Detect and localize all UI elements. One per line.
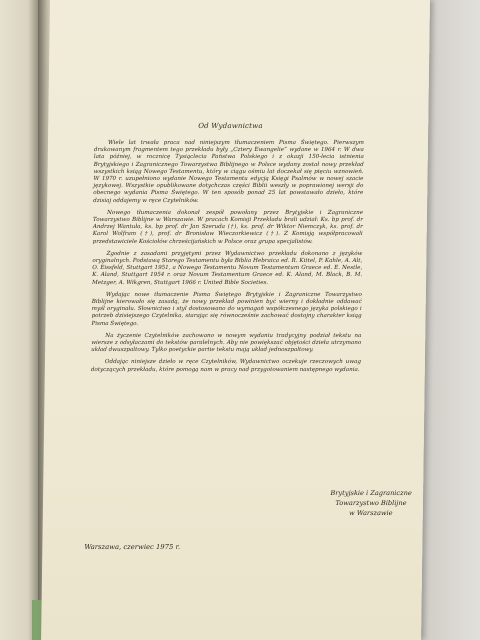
preface-text	[91, 140, 364, 379]
paragraph: Zgodnie z zasadami przyjętymi przez Wydawnictwo przekładu dokonano z języków oryginalnych. Podstawą Starego Testamentu była Biblia Hebraica ed. R. Kittel, P. Kahle, A. Alt, O. Eissfeld, Stuttgart 1951, a Nowego Testamentu Novum Testamentum Graece ed. E. Nestle, K. Aland, Stuttgart 1954 r. oraz Novum Testamentum Graece ed. K. Aland, M. Black, B. M. Metzger, A. Wikgren, Stuttgart 1966 r. United Bible Societies.	[92, 250, 363, 286]
publisher-signature	[311, 488, 431, 518]
paragraph: Wiele lat trwała praca nad niniejszym tłumaczeniem Pisma Świętego. Pierwszym drukowanym fragmentem tego przekładu były „Cztery Ewangelie” wydane w 1964 r. W dwa lata później, w rocznicę Tysiąclecia Państwa Polskiego i z okazji 150-lecia istnienia Brytyjskiego i Zagranicznego Towarzystwa Biblijnego w Polsce wydany został nowy przekład wszystkich ksiąg Nowego Testamentu, który w ciągu ośmiu lat doczekał się pięciu wznowień. W 1970 r. uzupełniono wydanie Nowego Testamentu edycją Księgi Psalmów w nowej szacie językowej. Wszystkie opublikowane dotychczas części Biblii weszły w poprawionej wersji do obecnego wydania Pisma Świętego. W ten sposób ponad 25 lat powstawało dzieło, które dzisiaj oddajemy w ręce Czytelników.	[93, 140, 365, 204]
place-date: Warszawa, czerwiec 1975 r.	[84, 543, 181, 551]
signature-line: w Warszawie	[349, 509, 393, 517]
paragraph: Nowego tłumaczenia dokonał zespół powołany przez Brytyjskie i Zagraniczne Towarzystwo Biblijne w Warszawie. W pracach Komisji Przekładu brali udział: Ks. bp prof. dr Andrzej Wantuła, ks. bp prof. dr Jan Szeruda (†), ks. prof. dr Wiktor Niemczyk, ks. prof. dr Karol Wolfram (†), prof. dr Bronisław Wieczorkiewicz (†). Z Komisją współpracowali przedstawiciele Kościołów chrześcijańskich w Polsce oraz grupa specjalistów.	[92, 209, 364, 245]
left-page-edge	[0, 0, 40, 640]
paragraph: Wydając nowe tłumaczenie Pisma Świętego Brytyjskie i Zagraniczne Towarzystwo Biblijne kierowało się zasadą, że nowy przekład powinien być wierny i dokładnie oddawać myśl oryginału. Słownictwo i styl dostosowano do wymagań współczesnego języka polskiego i potrzeb dzisiejszego Czytelnika, starając się równocześnie zachować dostojny charakter ksiąg Pisma Świętego.	[91, 291, 362, 327]
book-page	[41, 0, 430, 640]
paragraph: Na życzenie Czytelników zachowano w nowym wydaniu tradycyjny podział tekstu na wiersze z odsyłaczami do tekstów paralelnych. Aby nie powiększać objętości dzieła utrzymano układ dwuszpaltowy. Tylko poetyckie partie tekstu mają układ jednoszpaltowy.	[91, 332, 362, 354]
page-heading: Od Wydawnictwa	[198, 122, 263, 130]
table-surface	[420, 0, 480, 640]
paragraph: Oddając niniejsze dzieło w ręce Czytelników, Wydawnictwo oczekuje rzeczowych uwag dotyczących przekładu, które pomogą nam w pracy nad przygotowaniem następnego wydania.	[90, 359, 361, 373]
signature-line: Towarzystwo Biblijne	[335, 499, 407, 507]
signature-line: Brytyjskie i Zagraniczne	[330, 489, 412, 497]
